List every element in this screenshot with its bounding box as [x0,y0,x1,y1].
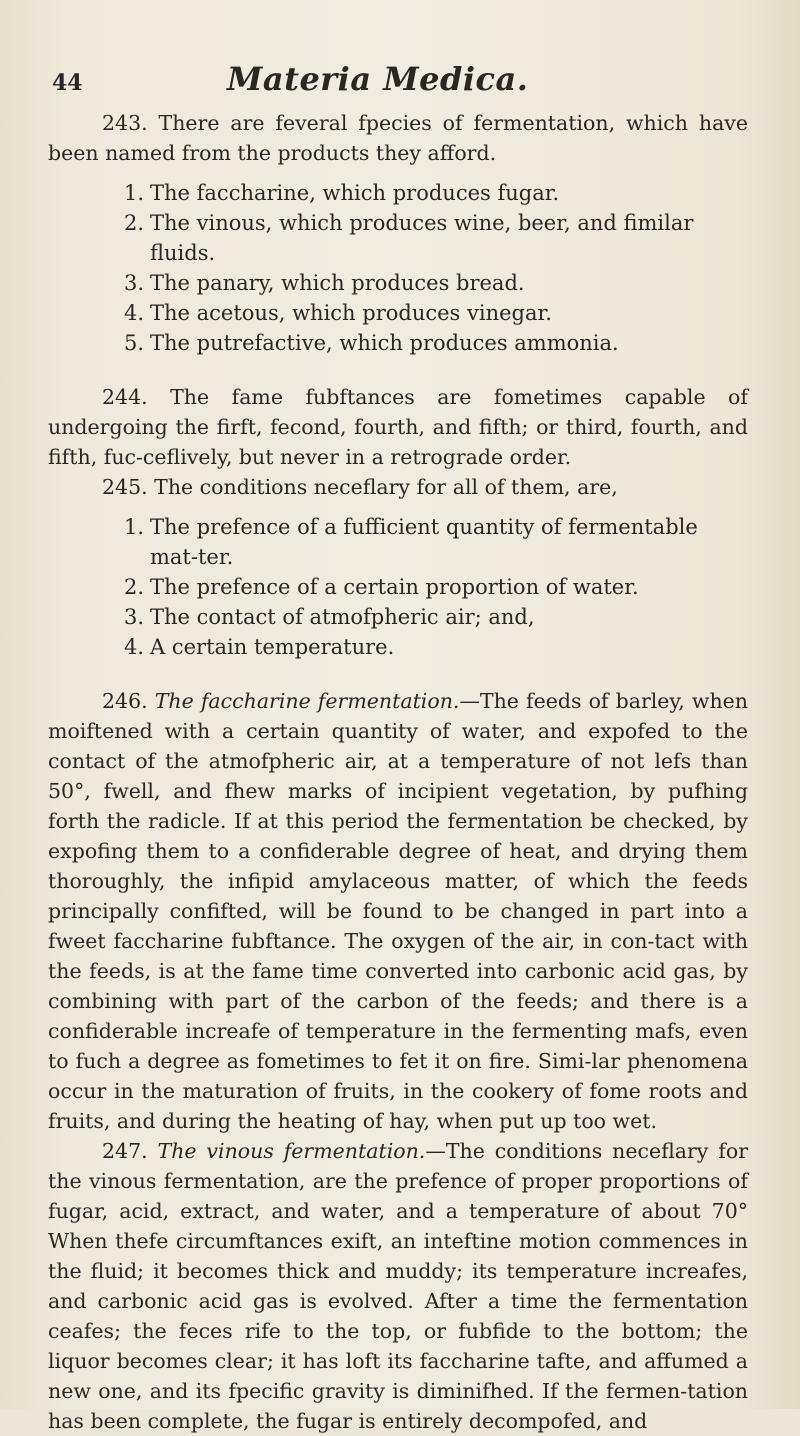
list-item [124,572,748,602]
page-header [48,60,748,100]
section-body: —The feeds of barley, when moiftened with a certain quantity of water, and expofed to the contact of the atmofpheric air, at a temperature of not lefs than 50°, fwell, and fhew marks of incipient vegetation, by pufhing forth the radicle. If at this period the fermentation be checked, by expofing them to a confiderable degree of heat, and drying them thoroughly, the infipid amylaceous matter, of which the feeds principally confifted, will be found to be changed in part into a fweet faccharine fubftance. The oxygen of the air, in con-tact with the feeds, is at the fame time converted into carbonic acid gas, by combining with part of the carbon of the feeds; and there is a confiderable increafe of temperature in the fermenting mafs, even to fuch a degree as fometimes to fet it on fire. Simi-lar phenomena occur in the maturation of fruits, in the cookery of fome roots and fruits, and during the heating of hay, when put up too wet. [48,689,748,1133]
page-number: 44 [52,70,83,96]
list-text: The prefence of a certain proportion of water. [150,575,639,599]
paragraph-245: 245. The conditions neceflary for all of them, are, [102,475,618,499]
list-number: 1. [124,515,145,539]
list-number: 3. [124,271,145,295]
list-item [124,328,748,358]
spacer [48,368,748,382]
paragraph-246 [48,686,748,1136]
list-text: The putrefactive, which produces ammonia. [150,331,619,355]
list-text: The panary, which produces bread. [150,271,525,295]
list-item [124,632,748,662]
list-number: 3. [124,605,145,629]
list-item [124,268,748,298]
list-text: The contact of atmofpheric air; and, [150,605,535,629]
spacer [48,672,748,686]
paragraph-243: 243. There are feveral fpecies of fermentation, which have been named from the products they afford. [48,111,748,165]
paragraph-244: 244. The fame fubftances are fometimes capable of undergoing the firft, fecond, fourth, and fifth; or third, fourth, and fifth, fuc-ceflively, but never in a retrograde order. [48,385,748,469]
running-title: Materia Medica. [227,60,529,98]
list-item [124,178,748,208]
list-text: The vinous, which produces wine, beer, and fimilar fluids. [150,211,694,265]
conditions-list [48,512,748,662]
list-text: The prefence of a fufficient quantity of fermentable mat-ter. [150,515,698,569]
list-text: A certain temperature. [150,635,395,659]
list-number: 4. [124,301,145,325]
fermentation-species-list [48,178,748,358]
list-item [124,512,748,572]
paragraph-247 [48,1136,748,1436]
list-item [124,602,748,632]
list-number: 2. [124,211,145,235]
section-number: 247. [102,1139,148,1163]
list-item [124,298,748,328]
section-title: The faccharine fermentation. [154,689,460,713]
section-body: —The conditions neceflary for the vinous fermentation, are the prefence of proper proportions of fugar, acid, extract, and water, and a temperature of about 70° When thefe circumftances exift, an inteftine motion commences in the fluid; it becomes thick and muddy; its temperature increafes, and carbonic acid gas is evolved. After a time the fermentation ceafes; the feces rife to the top, or fubfide to the bottom; the liquor becomes clear; it has loft its faccharine tafte, and affumed a new one, and its fpecific gravity is diminifhed. If the fermen-tation has been complete, the fugar is entirely decompofed, and [48,1139,748,1433]
list-number: 4. [124,635,145,659]
list-text: The faccharine, which produces fugar. [150,181,560,205]
list-number: 5. [124,331,145,355]
list-item [124,208,748,268]
section-title: The vinous fermentation. [157,1139,426,1163]
list-number: 2. [124,575,145,599]
list-number: 1. [124,181,145,205]
section-number: 246. [102,689,148,713]
list-text: The acetous, which produces vinegar. [150,301,552,325]
